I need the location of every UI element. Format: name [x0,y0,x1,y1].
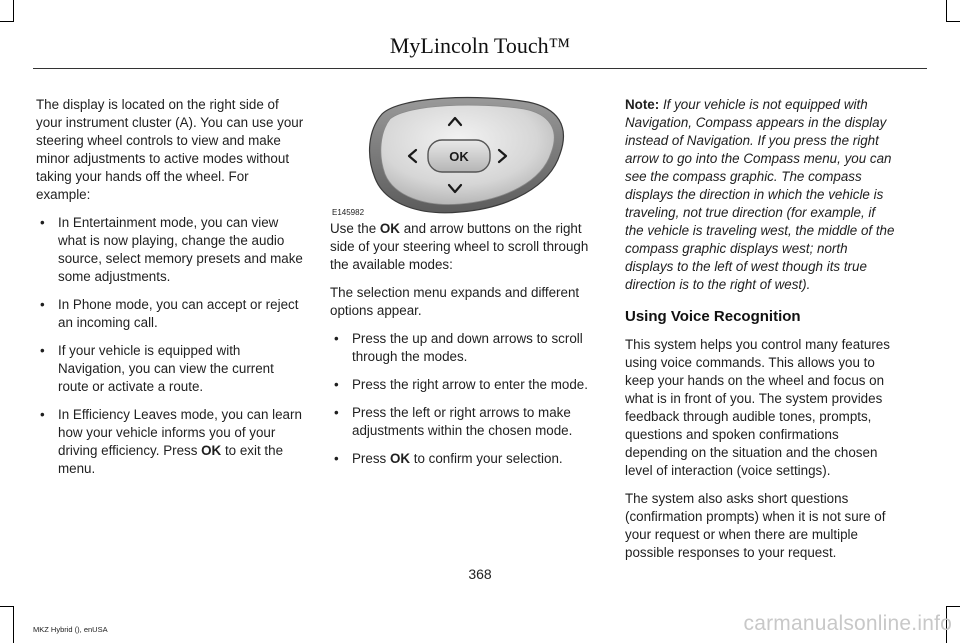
text-run: to exit the menu. [58,443,284,476]
text-run: and arrow buttons on the right side of your steering wheel to scroll through the available modes: [330,221,589,272]
crop-mark-top-right-h [946,21,960,22]
watermark: carmanualsonline.info [743,612,952,635]
note-label: Note: [625,97,660,112]
steering-control-pad-illustration [330,92,604,218]
crop-mark-bottom-left-v [13,606,14,643]
menu-paragraph: The selection menu expands and different options appear. [330,285,580,318]
column-middle [330,220,602,478]
ok-button-label: OK [449,149,469,164]
text-run: Press [352,451,390,466]
list-item: • Press the left or right arrows to make adjustments within the chosen mode. [330,404,602,440]
list-item: • In Entertainment mode, you can view what is now playing, change the audio source, select memory presets and make some adjustments. [36,214,306,286]
section-heading: Using Voice Recognition [625,308,801,325]
crop-mark-top-left-h [0,21,14,22]
page-title: MyLincoln Touch™ [389,33,571,58]
navigation-steps-list [330,330,602,468]
page-number: 368 [468,566,492,582]
crop-mark-bottom-left-h [0,606,14,607]
note-paragraph [625,96,897,294]
voice-paragraph-2: The system also asks short questions (confirmation prompts) when it is not sure of your request or when there are multiple possible responses to your request. [625,491,886,560]
crop-mark-top-left-v [13,0,14,22]
instruction-paragraph [330,220,602,274]
list-item [330,450,602,468]
figure-code: E145982 [332,208,365,217]
voice-paragraph-1: This system helps you control many features using voice commands. This allows you to keep your hands on the wheel and focus on what is in front of you. The system provides feedback through audible tones, prompts, questions and spoken confirmations depending on the situation and the chosen level of interaction (voice settings). [625,337,890,478]
crop-mark-bottom-right-h [946,606,960,607]
text-run: to confirm your selection. [410,451,563,466]
list-item: • In Phone mode, you can accept or reject an incoming call. [36,296,306,332]
column-left [36,96,306,488]
column-right [625,96,897,572]
header-divider [33,68,927,69]
ok-keyword: OK [379,221,400,236]
crop-mark-top-right-v [946,0,947,22]
steering-wheel-controls-figure [330,92,604,218]
list-item [36,406,306,478]
text-run: Use the [330,221,380,236]
list-item: • If your vehicle is equipped with Navigation, you can view the current route or activate a route. [36,342,306,396]
ok-keyword: OK [389,451,411,466]
model-code: MKZ Hybrid (), enUSA [33,625,108,634]
note-text: If your vehicle is not equipped with Navigation, Compass appears in the display instead of Navigation. If you press the right arrow to go into the Compass menu, you can see the compass graphic. The compass displays the direction in which the vehicle is traveling, not true direction (for example, if the vehicle is traveling west, the middle of the compass graphic displays west; north displays to the left of west though its true direction is to the right of west). [625,97,895,292]
list-item: • Press the up and down arrows to scroll through the modes. [330,330,602,366]
list-item: • Press the right arrow to enter the mode. [330,376,602,394]
text-run: In Efficiency Leaves mode, you can learn how your vehicle informs you of your driving efficiency. Press [58,407,302,458]
intro-paragraph: The display is located on the right side of your instrument cluster (A). You can use your steering wheel controls to view and make minor adjustments to active modes without taking your hands off the wheel. For example: [36,97,304,202]
mode-list [36,214,306,478]
ok-keyword: OK [201,443,222,458]
